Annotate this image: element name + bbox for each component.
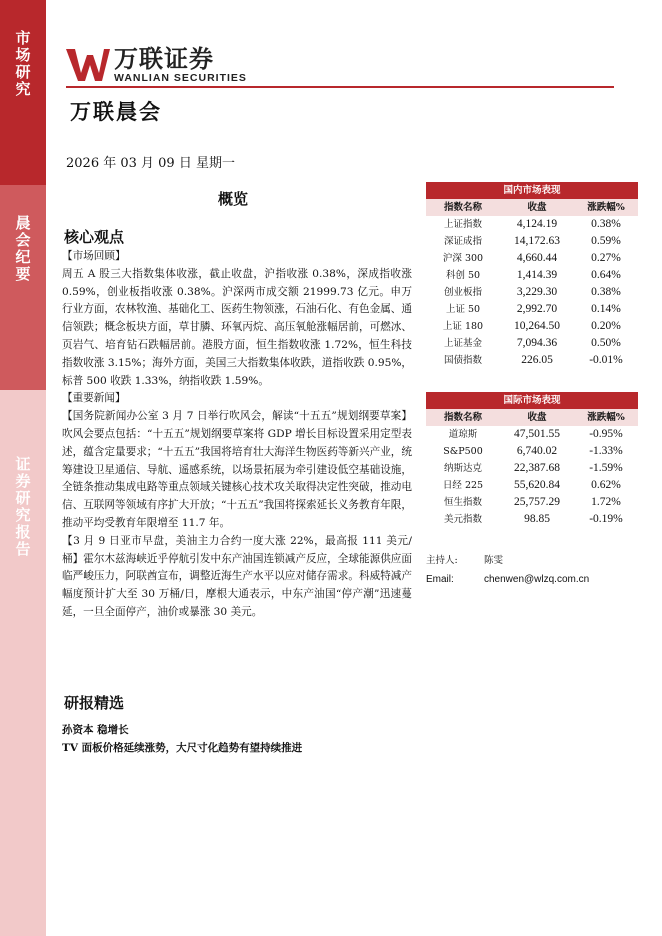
international-market-table bbox=[426, 392, 638, 528]
table-row bbox=[426, 477, 638, 494]
host-name: 陈雯 bbox=[484, 555, 504, 566]
table-row bbox=[426, 233, 638, 250]
left-sidebar bbox=[0, 0, 46, 936]
index-name-cell: 创业板指 bbox=[443, 287, 482, 298]
table-row bbox=[426, 352, 638, 369]
index-name-cell: 美元指数 bbox=[443, 514, 482, 525]
report-title: 万联晨会 bbox=[70, 99, 162, 124]
table-row bbox=[426, 216, 638, 233]
table-row bbox=[426, 460, 638, 477]
change-pct-cell: 0.59% bbox=[591, 235, 621, 247]
analyst-info bbox=[426, 551, 589, 589]
sidebar-section-market-research: 市场研究 bbox=[0, 0, 46, 185]
close-value-cell: 4,660.44 bbox=[516, 252, 558, 264]
table-row bbox=[426, 335, 638, 352]
index-name-cell: 纳斯达克 bbox=[443, 463, 482, 474]
sidebar-section-morning-notes: 晨会纪要 bbox=[0, 185, 46, 390]
index-name-cell: 沪深 300 bbox=[442, 253, 484, 264]
close-value-cell: 25,757.29 bbox=[514, 496, 560, 508]
host-label: 主持人: bbox=[426, 555, 458, 566]
report-date: 2026 年 03 月 09 日 星期一 bbox=[66, 156, 235, 171]
research-authors: 孙资本 稳增长 bbox=[62, 724, 129, 736]
header-divider bbox=[66, 86, 614, 88]
close-value-cell: 55,620.84 bbox=[514, 479, 560, 491]
close-value-cell: 2,992.70 bbox=[516, 303, 558, 315]
table-row bbox=[426, 250, 638, 267]
change-pct-cell: 1.72% bbox=[591, 496, 621, 508]
table-row bbox=[426, 284, 638, 301]
logo-cn-text: 万联证券 bbox=[114, 45, 214, 73]
email-link[interactable]: chenwen@wlzq.com.cn bbox=[484, 574, 590, 585]
change-pct-cell: 0.62% bbox=[591, 479, 621, 491]
company-logo bbox=[66, 46, 247, 84]
market-review-paragraph: 周五 A 股三大指数集体收涨，截止收盘，沪指收涨 0.38%，深成指收涨 0.59%，创业板指收涨 0.38%。沪深两市成交额 21999.73 亿元。申万行业方面，农林牧渔、基础化工、医药生物领涨，石油石化、有色金属、通信领跌；概念板块方面，草甘膦、环氧丙烷、高压氧舱涨幅居前，可燃冰、页岩气、培育钻石跌幅居前。港股方面，恒生指数收涨 1.72%，恒生科技指数收涨 3.15%；海外方面，美国三大指数集体收跌，道指收跌 0.95%，标普 500 收跌 1.33%，纳指收跌 1.59%。 bbox=[62, 267, 412, 387]
change-pct-cell: -1.59% bbox=[589, 462, 623, 474]
email-label: Email: bbox=[426, 574, 454, 585]
domestic-market-table bbox=[426, 182, 638, 369]
index-name-cell: 国债指数 bbox=[443, 355, 482, 366]
logo-en-text: WANLIAN SECURITIES bbox=[114, 72, 247, 84]
change-pct-cell: 0.50% bbox=[591, 337, 621, 349]
close-value-cell: 6,740.02 bbox=[516, 445, 558, 457]
index-name-cell: 上证基金 bbox=[443, 338, 482, 349]
change-pct-cell: 0.20% bbox=[591, 320, 621, 332]
international-table-header: 指数名称 收盘 涨跌幅% bbox=[426, 409, 638, 426]
index-name-cell: 上证 50 bbox=[445, 304, 481, 315]
index-name-cell: 上证 180 bbox=[442, 321, 484, 332]
section-label-market-review: 【市场回顾】 bbox=[62, 250, 126, 262]
index-name-cell: 深证成指 bbox=[443, 236, 482, 247]
overview-heading: 概览 bbox=[218, 190, 249, 208]
table-row bbox=[426, 511, 638, 528]
index-name-cell: S&P500 bbox=[443, 446, 483, 457]
change-pct-cell: 0.38% bbox=[591, 286, 621, 298]
close-value-cell: 22,387.68 bbox=[514, 462, 560, 474]
core-views-heading: 核心观点 bbox=[64, 228, 125, 246]
close-value-cell: 3,229.30 bbox=[516, 286, 558, 298]
change-pct-cell: 0.64% bbox=[591, 269, 621, 281]
table-row bbox=[426, 443, 638, 460]
international-table-title: 国际市场表现 bbox=[426, 392, 638, 409]
index-name-cell: 恒生指数 bbox=[443, 497, 482, 508]
change-pct-cell: 0.38% bbox=[591, 218, 621, 230]
index-name-cell: 上证指数 bbox=[443, 219, 482, 230]
domestic-table-title: 国内市场表现 bbox=[426, 182, 638, 199]
index-name-cell: 科创 50 bbox=[445, 270, 481, 281]
table-row bbox=[426, 426, 638, 443]
close-value-cell: 98.85 bbox=[524, 513, 550, 525]
close-value-cell: 226.05 bbox=[521, 354, 553, 366]
change-pct-cell: 0.14% bbox=[591, 303, 621, 315]
close-value-cell: 1,414.39 bbox=[516, 269, 558, 281]
wanlian-logo-icon bbox=[66, 47, 110, 83]
change-pct-cell: -1.33% bbox=[589, 445, 623, 457]
core-views-body bbox=[62, 248, 412, 622]
news-paragraph-state-council: 【国务院新闻办公室 3 月 7 日举行吹风会，解读“十五五”规划纲要草案】吹风会要点包括：“十五五”规划纲要草案将 GDP 增长目标设置采用定型表述，蕴含定量要求；“十五五”我国将培育壮大海洋生物医药等新兴产业，统筹建设卫星通信、导航、遥感系统，以场景拓展为牵引建设低空基础设施，全链条推动集成电路等重点领域关键核心技术攻关取得决定性突破，推动电信、互联网等领域有序扩大开放；“十五五”我国将探索延长义务教育年限，推动平均受教育年限增至 11.7 年。 bbox=[62, 410, 412, 529]
research-title[interactable]: TV 面板价格延续涨势，大尺寸化趋势有望持续推进 bbox=[62, 742, 303, 754]
close-value-cell: 14,172.63 bbox=[514, 235, 560, 247]
research-heading: 研报精选 bbox=[64, 694, 125, 712]
table-row bbox=[426, 301, 638, 318]
close-value-cell: 4,124.19 bbox=[516, 218, 558, 230]
index-name-cell: 日经 225 bbox=[442, 480, 484, 491]
change-pct-cell: 0.27% bbox=[591, 252, 621, 264]
sidebar-section-securities-report: 证券研究报告 bbox=[0, 390, 46, 936]
close-value-cell: 10,264.50 bbox=[514, 320, 560, 332]
index-name-cell: 道琼斯 bbox=[448, 429, 478, 440]
table-row bbox=[426, 267, 638, 284]
change-pct-cell: -0.95% bbox=[589, 428, 623, 440]
change-pct-cell: -0.19% bbox=[589, 513, 623, 525]
table-row bbox=[426, 318, 638, 335]
news-paragraph-oil: 【3 月 9 日亚市早盘，美油主力合约一度大涨 22%，最高报 111 美元/桶】霍尔木兹海峡近乎停航引发中东产油国连锁减产反应，全球能源供应面临严峻压力，阿联酋宣布，调整近海生产水平以应对储存需求。科威特减产幅度预计扩大至 30 万桶/日，摩根大通表示，中东产油国“停产潮”迅速蔓延，一旦全面停产，油价或暴涨 30 美元。 bbox=[62, 534, 412, 618]
table-row bbox=[426, 494, 638, 511]
domestic-table-header: 指数名称 收盘 涨跌幅% bbox=[426, 199, 638, 216]
close-value-cell: 7,094.36 bbox=[516, 337, 558, 349]
change-pct-cell: -0.01% bbox=[589, 354, 623, 366]
section-label-important-news: 【重要新闻】 bbox=[62, 392, 126, 405]
close-value-cell: 47,501.55 bbox=[514, 428, 560, 440]
